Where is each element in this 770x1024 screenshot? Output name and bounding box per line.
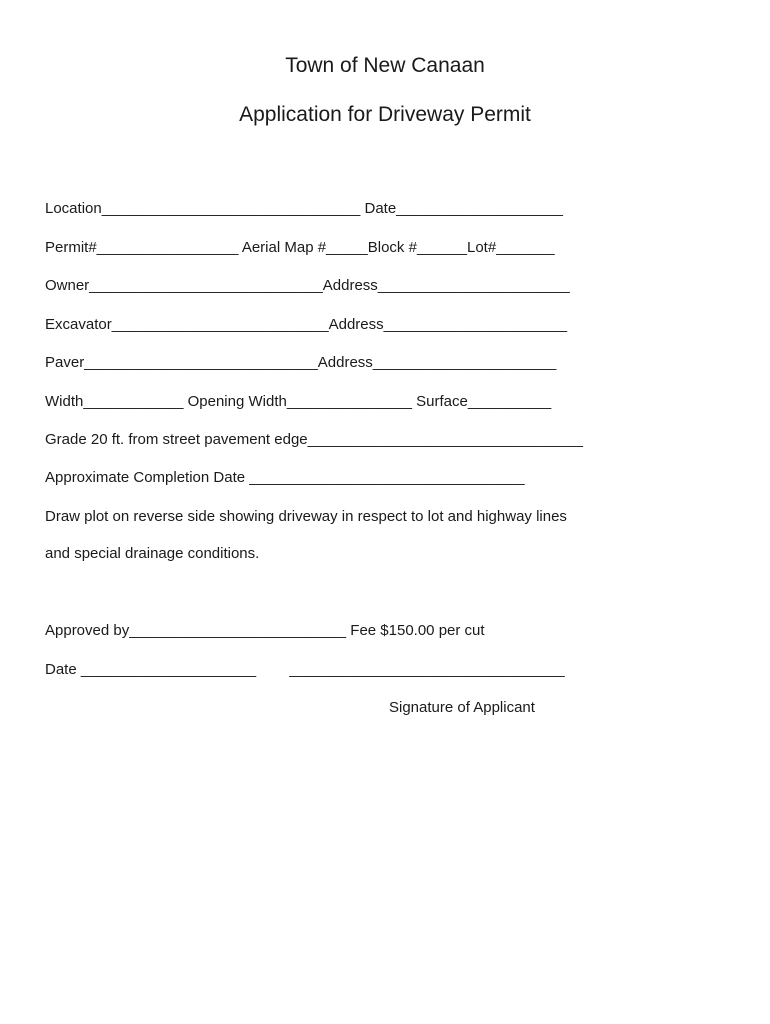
owner-address-line: Owner____________________________Address_______________________ bbox=[45, 277, 570, 294]
excavator-address-line: Excavator__________________________Address______________________ bbox=[45, 316, 568, 333]
approved-by-fee-line: Approved by__________________________ Fee $150.00 per cut bbox=[45, 622, 485, 639]
signature-caption: Signature of Applicant bbox=[389, 699, 535, 716]
grade-line: Grade 20 ft. from street pavement edge_________________________________ bbox=[45, 431, 583, 448]
paver-address-line: Paver____________________________Address______________________ bbox=[45, 354, 557, 371]
drainage-instructions-line: and special drainage conditions. bbox=[45, 545, 260, 562]
permit-map-block-lot-line: Permit#_________________ Aerial Map #_____Block #______Lot#_______ bbox=[45, 239, 555, 256]
date-signature-line: Date _____________________ _________________________________ bbox=[45, 661, 565, 678]
location-date-line: Location_______________________________ Date____________________ bbox=[45, 200, 564, 217]
completion-date-line: Approximate Completion Date _________________________________ bbox=[45, 469, 525, 486]
form-title: Application for Driveway Permit bbox=[239, 103, 531, 126]
town-title: Town of New Canaan bbox=[285, 54, 485, 77]
width-opening-surface-line: Width____________ Opening Width_______________ Surface__________ bbox=[45, 393, 552, 410]
plot-instructions-line: Draw plot on reverse side showing driveway in respect to lot and highway lines bbox=[45, 508, 567, 525]
